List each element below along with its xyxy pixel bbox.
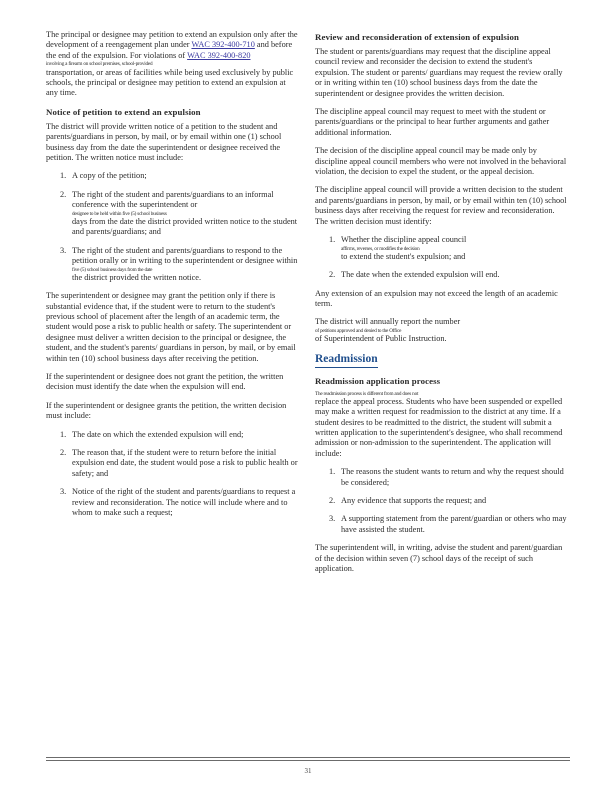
notice-list — [46, 171, 298, 283]
wac-820-link[interactable]: WAC 392-400-820 — [187, 50, 251, 60]
intro-text-2: and before the end of the expulsion. For violations of — [46, 40, 293, 60]
review-heading: Review and reconsideration of extension of expulsion — [315, 32, 519, 42]
list-text: Any evidence that supports the request; and — [341, 496, 487, 506]
list-text: The right of the student and parents/guardians to respond to the petition orally or in writing to the superintendent or designee within — [72, 245, 298, 266]
review-paragraph-3: The decision of the discipline appeal council may be made only by discipline appeal council members who were not involved in the behavioral violation, the decision to expel the student, or the appeal decision. — [315, 146, 567, 177]
list-item — [315, 496, 567, 506]
list-number: 2. — [329, 496, 336, 506]
list-number: 2. — [60, 189, 67, 199]
readmission-paragraph-2: The superintendent will, in writing, advise the student and parent/guardian of the decision within seven (7) school days of the receipt of such application. — [315, 543, 563, 574]
list-item — [46, 487, 298, 518]
right-column — [315, 30, 567, 583]
notice-heading: Notice of petition to extend an expulsion — [46, 106, 201, 117]
review-small-text: of petitions approved and denied to the Office — [315, 327, 402, 334]
list-item — [46, 190, 298, 238]
readmission-small-text: The readmission process is different from and does not — [315, 390, 419, 397]
list-item — [46, 246, 298, 284]
list-item — [315, 270, 567, 280]
intro-paragraph — [46, 30, 298, 99]
list-item — [46, 171, 298, 181]
review-paragraph-2: The discipline appeal council may request to meet with the student or parents/guardians or the principal to hear further arguments and gather additional information. — [315, 107, 550, 137]
review-text-6a: The district will annually report the number — [315, 317, 461, 327]
list-number: 3. — [60, 245, 67, 255]
not-grant-paragraph: If the superintendent or designee does not grant the petition, the written decision must identify the date when the expulsion will end. — [46, 372, 284, 392]
list-text-cont: to extend the student's expulsion; and — [341, 251, 466, 261]
intro-small-text: involving a firearm on school premises, school-provided — [46, 61, 153, 68]
list-text: The date on which the extended expulsion will end; — [72, 429, 244, 439]
page-number: 31 — [304, 767, 312, 775]
list-small-text: affirms, reverses, or modifies the decision — [341, 245, 420, 252]
list-number: 1. — [329, 235, 336, 245]
list-text: The reason that, if the student were to return before the initial expulsion end date, the student would pose a risk to public health or safety; and — [72, 448, 298, 478]
readmission-paragraph-1 — [315, 391, 567, 460]
list-number: 1. — [329, 467, 336, 477]
list-number: 1. — [60, 429, 67, 439]
intro-text-3: transportation, or areas of facilities while being used exclusively by public schools, the principal or designee may petition to extend an expulsion at any time. — [46, 67, 294, 98]
list-number: 3. — [329, 514, 336, 524]
footer-rule-bottom — [46, 760, 570, 761]
list-item — [315, 235, 567, 262]
list-number: 1. — [60, 171, 67, 181]
review-paragraph-5: Any extension of an expulsion may not exceed the length of an academic term. — [315, 288, 558, 309]
list-text: A supporting statement from the parent/guardian or others who may have assisted the student. — [341, 514, 567, 534]
list-item — [315, 514, 567, 535]
list-text: Whether the discipline appeal council — [341, 235, 467, 245]
list-item — [46, 448, 298, 479]
readmission-heading: Readmission application process — [315, 375, 441, 386]
review-paragraph-1: The student or parents/guardians may request that the discipline appeal council review and reconsider the decision to extend the student's expulsion. The student or parents/ guardians may request the review orally or in writing within ten (10) school business days from the date the superintendent or designee provides the written decision. — [315, 47, 563, 98]
review-paragraph-4: The discipline appeal council will provide a written decision to the student and parents/guardians in person, by mail, or by email within ten (10) school business days after receiving the request for review and reconsideration. The written decision must identify: — [315, 185, 567, 226]
grants-intro-paragraph: If the superintendent or designee grants the petition, the written decision must include: — [46, 400, 287, 421]
review-paragraph-6 — [315, 317, 567, 344]
list-text: The date when the extended expulsion will end. — [341, 270, 500, 280]
grant-list — [46, 430, 298, 519]
grant-paragraph: The superintendent or designee may grant the petition only if there is substantial evidence that, if the student were to return to the student's previous school of placement after the length of an academic term, the student would pose a risk to public health or safety. The superintendent or designee must deliver a written decision to the principal or designee, the student, and the student's parents/ guardians in person, by mail, or by email within ten (10) school business days after receiving the petition. — [46, 291, 296, 363]
review-list — [315, 235, 567, 281]
readmission-title — [315, 353, 567, 368]
list-text: The reasons the student wants to return and why the request should be considered; — [341, 467, 564, 487]
list-item — [46, 430, 298, 440]
footer-rule-top — [46, 757, 570, 758]
list-number: 2. — [60, 448, 67, 458]
readmission-list — [315, 467, 567, 535]
review-text-6b: of Superintendent of Public Instruction. — [315, 334, 447, 344]
list-text: The right of the student and parents/guardians to an informal conference with the superintendent or — [72, 189, 274, 210]
list-text: Notice of the right of the student and parents/guardians to request a review and reconsideration. The notice will include where and to whom to make such a request; — [72, 487, 296, 518]
list-number: 3. — [60, 487, 67, 497]
list-small-text: designee to be held within five (5) school business — [72, 210, 167, 217]
list-small-text: five (5) school business days from the date — [72, 266, 153, 273]
intro-text-1: The principal or designee may petition to extend an expulsion only after the development of a reengagement plan under — [46, 30, 298, 50]
notice-paragraph: The district will provide written notice of a petition to the student and parents/guardians in person, by mail, or by email within one (1) school business day from the date the superintendent or designee received the petition. The written notice must include: — [46, 121, 282, 162]
list-number: 2. — [329, 270, 336, 280]
list-text-cont: the district provided the written notice. — [72, 272, 202, 282]
list-text-cont: days from the date the district provided written notice to the student and parents/guardians; and — [72, 216, 298, 237]
wac-710-link[interactable]: WAC 392-400-710 — [191, 40, 255, 50]
list-item — [315, 467, 567, 488]
left-column — [46, 30, 298, 527]
list-text: A copy of the petition; — [72, 171, 147, 181]
readmission-title-text: Readmission — [315, 353, 378, 368]
readmission-text-1: replace the appeal process. Students who have been suspended or expelled may make a written request for readmission to the district at any time. If a student desires to be readmitted to the district, the student will submit a written application to the superintendent's designee, who shall recommend admission or non-admission to the superintendent. The application will include: — [315, 396, 563, 458]
